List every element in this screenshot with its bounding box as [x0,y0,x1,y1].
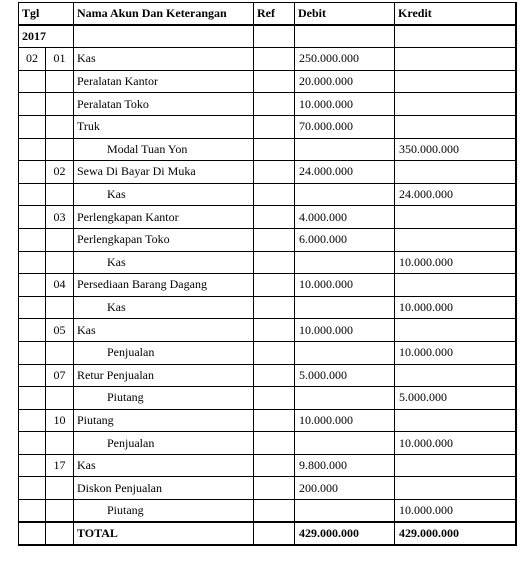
day-cell: 04 [46,274,74,297]
debit-cell [295,251,395,274]
ref-cell [254,228,295,251]
ref-cell [254,70,295,93]
kredit-cell: 10.000.000 [395,500,516,523]
total-row [19,522,516,545]
day-cell: 02 [46,161,74,184]
account-cell: Kas [74,454,254,477]
header-ref: Ref [254,3,295,26]
debit-cell: 24.000.000 [295,161,395,184]
day-cell: 17 [46,454,74,477]
debit-cell [295,387,395,410]
account-cell: Piutang [74,409,254,432]
ref-cell [254,341,295,364]
day-cell [46,183,74,206]
journal-row [19,206,516,229]
kredit-cell: 24.000.000 [395,183,516,206]
journal-row [19,161,516,184]
year-kredit-cell [395,25,516,48]
journal-row [19,409,516,432]
day-cell [46,477,74,500]
ref-cell [254,115,295,138]
header-debit: Debit [295,3,395,26]
day-cell: 01 [46,48,74,71]
year-row [19,25,516,48]
account-cell: Penjualan [74,341,254,364]
header-account: Nama Akun Dan Keterangan [74,3,254,26]
month-cell [19,364,46,387]
total-month-cell [19,522,46,545]
day-cell [46,432,74,455]
day-cell: 10 [46,409,74,432]
day-cell [46,251,74,274]
kredit-cell: 10.000.000 [395,251,516,274]
ref-cell [254,409,295,432]
day-cell: 05 [46,319,74,342]
year-ref-cell [254,25,295,48]
kredit-cell [395,93,516,116]
kredit-cell [395,454,516,477]
total-label: TOTAL [74,522,254,545]
ref-cell [254,296,295,319]
debit-cell: 10.000.000 [295,274,395,297]
kredit-cell [395,477,516,500]
month-cell [19,206,46,229]
account-cell: Truk [74,115,254,138]
debit-cell: 70.000.000 [295,115,395,138]
journal-row [19,319,516,342]
ref-cell [254,477,295,500]
ref-cell [254,48,295,71]
year-account-cell [74,25,254,48]
journal-row [19,228,516,251]
month-cell [19,251,46,274]
journal-row [19,341,516,364]
ref-cell [254,138,295,161]
account-cell: Kas [74,296,254,319]
total-ref-cell [254,522,295,545]
journal-row [19,500,516,523]
ref-cell [254,93,295,116]
kredit-cell: 350.000.000 [395,138,516,161]
ref-cell [254,251,295,274]
debit-cell: 4.000.000 [295,206,395,229]
day-cell: 07 [46,364,74,387]
account-cell: Perlengkapan Kantor [74,206,254,229]
debit-cell: 5.000.000 [295,364,395,387]
month-cell [19,161,46,184]
kredit-cell [395,161,516,184]
month-cell [19,138,46,161]
journal-row [19,477,516,500]
debit-cell: 200.000 [295,477,395,500]
debit-cell: 6.000.000 [295,228,395,251]
account-cell: Kas [74,48,254,71]
ref-cell [254,500,295,523]
kredit-cell [395,409,516,432]
debit-cell [295,183,395,206]
header-tgl: Tgl [19,3,74,26]
kredit-cell: 10.000.000 [395,341,516,364]
kredit-cell [395,364,516,387]
ref-cell [254,319,295,342]
account-cell: Persediaan Barang Dagang [74,274,254,297]
day-cell [46,70,74,93]
account-cell: Penjualan [74,432,254,455]
day-cell [46,387,74,410]
debit-cell: 9.800.000 [295,454,395,477]
journal-row [19,183,516,206]
ref-cell [254,432,295,455]
account-cell: Perlengkapan Toko [74,228,254,251]
ref-cell [254,454,295,477]
month-cell [19,387,46,410]
account-cell: Kas [74,319,254,342]
month-cell [19,228,46,251]
journal-row [19,296,516,319]
debit-cell [295,296,395,319]
kredit-cell [395,115,516,138]
debit-cell [295,500,395,523]
day-cell [46,296,74,319]
header-kredit: Kredit [395,3,516,26]
ref-cell [254,364,295,387]
journal-row [19,364,516,387]
journal-row [19,115,516,138]
day-cell [46,228,74,251]
account-cell: Peralatan Toko [74,93,254,116]
debit-cell: 10.000.000 [295,93,395,116]
year-cell: 2017 [19,25,74,48]
month-cell [19,500,46,523]
debit-cell [295,341,395,364]
kredit-cell: 10.000.000 [395,432,516,455]
total-day-cell [46,522,74,545]
kredit-cell [395,228,516,251]
month-cell [19,409,46,432]
ref-cell [254,274,295,297]
account-cell: Kas [74,183,254,206]
journal-row [19,138,516,161]
kredit-cell [395,48,516,71]
journal-row [19,387,516,410]
month-cell [19,341,46,364]
debit-cell: 250.000.000 [295,48,395,71]
debit-cell [295,432,395,455]
journal-row [19,432,516,455]
month-cell [19,274,46,297]
month-cell [19,477,46,500]
journal-row [19,274,516,297]
journal-row [19,93,516,116]
debit-cell: 20.000.000 [295,70,395,93]
month-cell: 02 [19,48,46,71]
kredit-cell: 10.000.000 [395,296,516,319]
debit-cell: 10.000.000 [295,319,395,342]
total-kredit: 429.000.000 [395,522,516,545]
day-cell [46,341,74,364]
debit-cell: 10.000.000 [295,409,395,432]
account-cell: Modal Tuan Yon [74,138,254,161]
month-cell [19,296,46,319]
day-cell [46,500,74,523]
journal-row [19,48,516,71]
kredit-cell [395,206,516,229]
day-cell: 03 [46,206,74,229]
ref-cell [254,206,295,229]
account-cell: Sewa Di Bayar Di Muka [74,161,254,184]
ref-cell [254,183,295,206]
month-cell [19,93,46,116]
general-journal-table [18,2,517,546]
total-debit: 429.000.000 [295,522,395,545]
month-cell [19,70,46,93]
kredit-cell [395,274,516,297]
month-cell [19,115,46,138]
debit-cell [295,138,395,161]
journal-row [19,70,516,93]
month-cell [19,454,46,477]
month-cell [19,183,46,206]
ref-cell [254,387,295,410]
account-cell: Piutang [74,387,254,410]
kredit-cell: 5.000.000 [395,387,516,410]
month-cell [19,319,46,342]
account-cell: Piutang [74,500,254,523]
journal-row [19,454,516,477]
kredit-cell [395,70,516,93]
account-cell: Kas [74,251,254,274]
year-debit-cell [295,25,395,48]
account-cell: Diskon Penjualan [74,477,254,500]
header-row [19,3,516,26]
day-cell [46,138,74,161]
account-cell: Peralatan Kantor [74,70,254,93]
account-cell: Retur Penjualan [74,364,254,387]
kredit-cell [395,319,516,342]
month-cell [19,432,46,455]
day-cell [46,93,74,116]
ref-cell [254,161,295,184]
day-cell [46,115,74,138]
journal-row [19,251,516,274]
